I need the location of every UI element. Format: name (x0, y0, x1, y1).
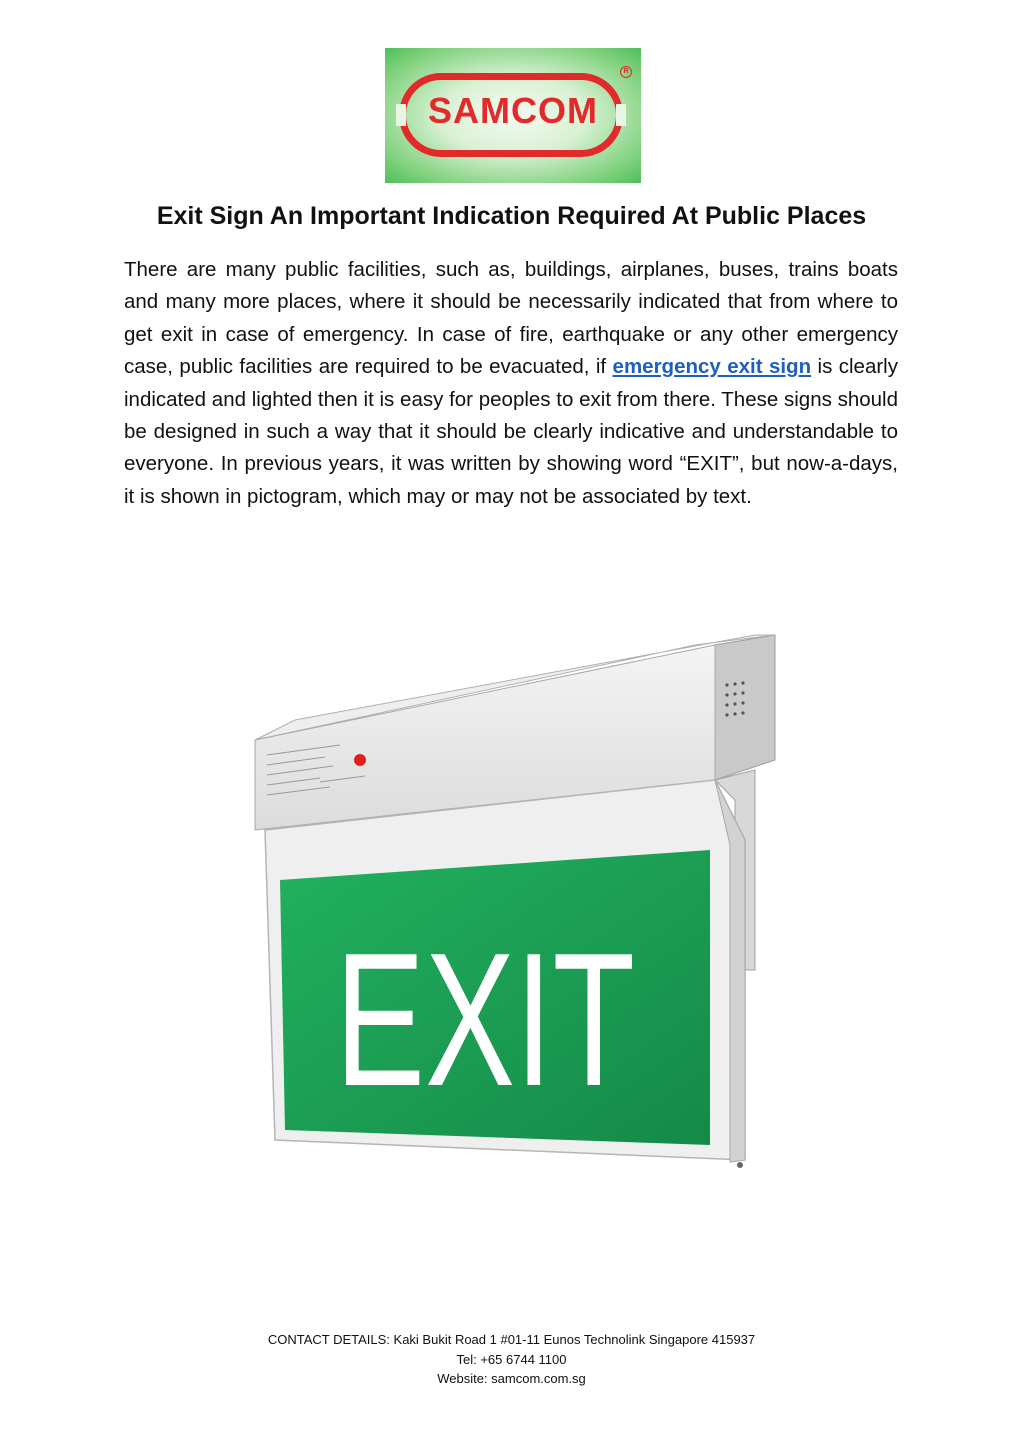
exit-sign-text: EXIT (335, 914, 635, 1126)
exit-sign-product-image (155, 550, 870, 1262)
page-title: Exit Sign An Important Indication Required At Public Places (156, 202, 867, 230)
red-indicator-light (354, 754, 366, 766)
body-paragraph (124, 254, 898, 513)
logo-brand-text: SAMCOM (428, 90, 598, 131)
contact-tel: Tel: +65 6744 1100 (456, 1351, 567, 1367)
housing-end-box (715, 635, 775, 780)
registered-mark-icon: R (620, 66, 632, 78)
paragraph-text-end: is clearly indicated and lighted then it is easy for peoples to exit from there. These signs should be designed in such a way that it should be clearly indicative and understandable to everyone. In previous years, it was written by showing word “EXIT”, but now-a-days, it is shown in pictogram, which may or may not be associated by text. (124, 355, 898, 508)
paragraph-text-start: There are many public facilities, such as, buildings, airplanes, buses, trains boats and many more places, where it should be necessarily indicated that from where to get exit in case of emergency. In case of fire, earthquake or any other emergency case, public facilities are required to be evacuated, if (124, 258, 898, 379)
frame-screw-icon (737, 1162, 743, 1168)
contact-footer (0, 1330, 1023, 1389)
contact-website: Website: samcom.com.sg (437, 1371, 586, 1386)
emergency-exit-sign-link[interactable]: emergency exit sign (612, 355, 812, 379)
contact-address: CONTACT DETAILS: Kaki Bukit Road 1 #01-11 Eunos Technolink Singapore 415937 (267, 1332, 756, 1347)
samcom-logo (385, 48, 641, 183)
